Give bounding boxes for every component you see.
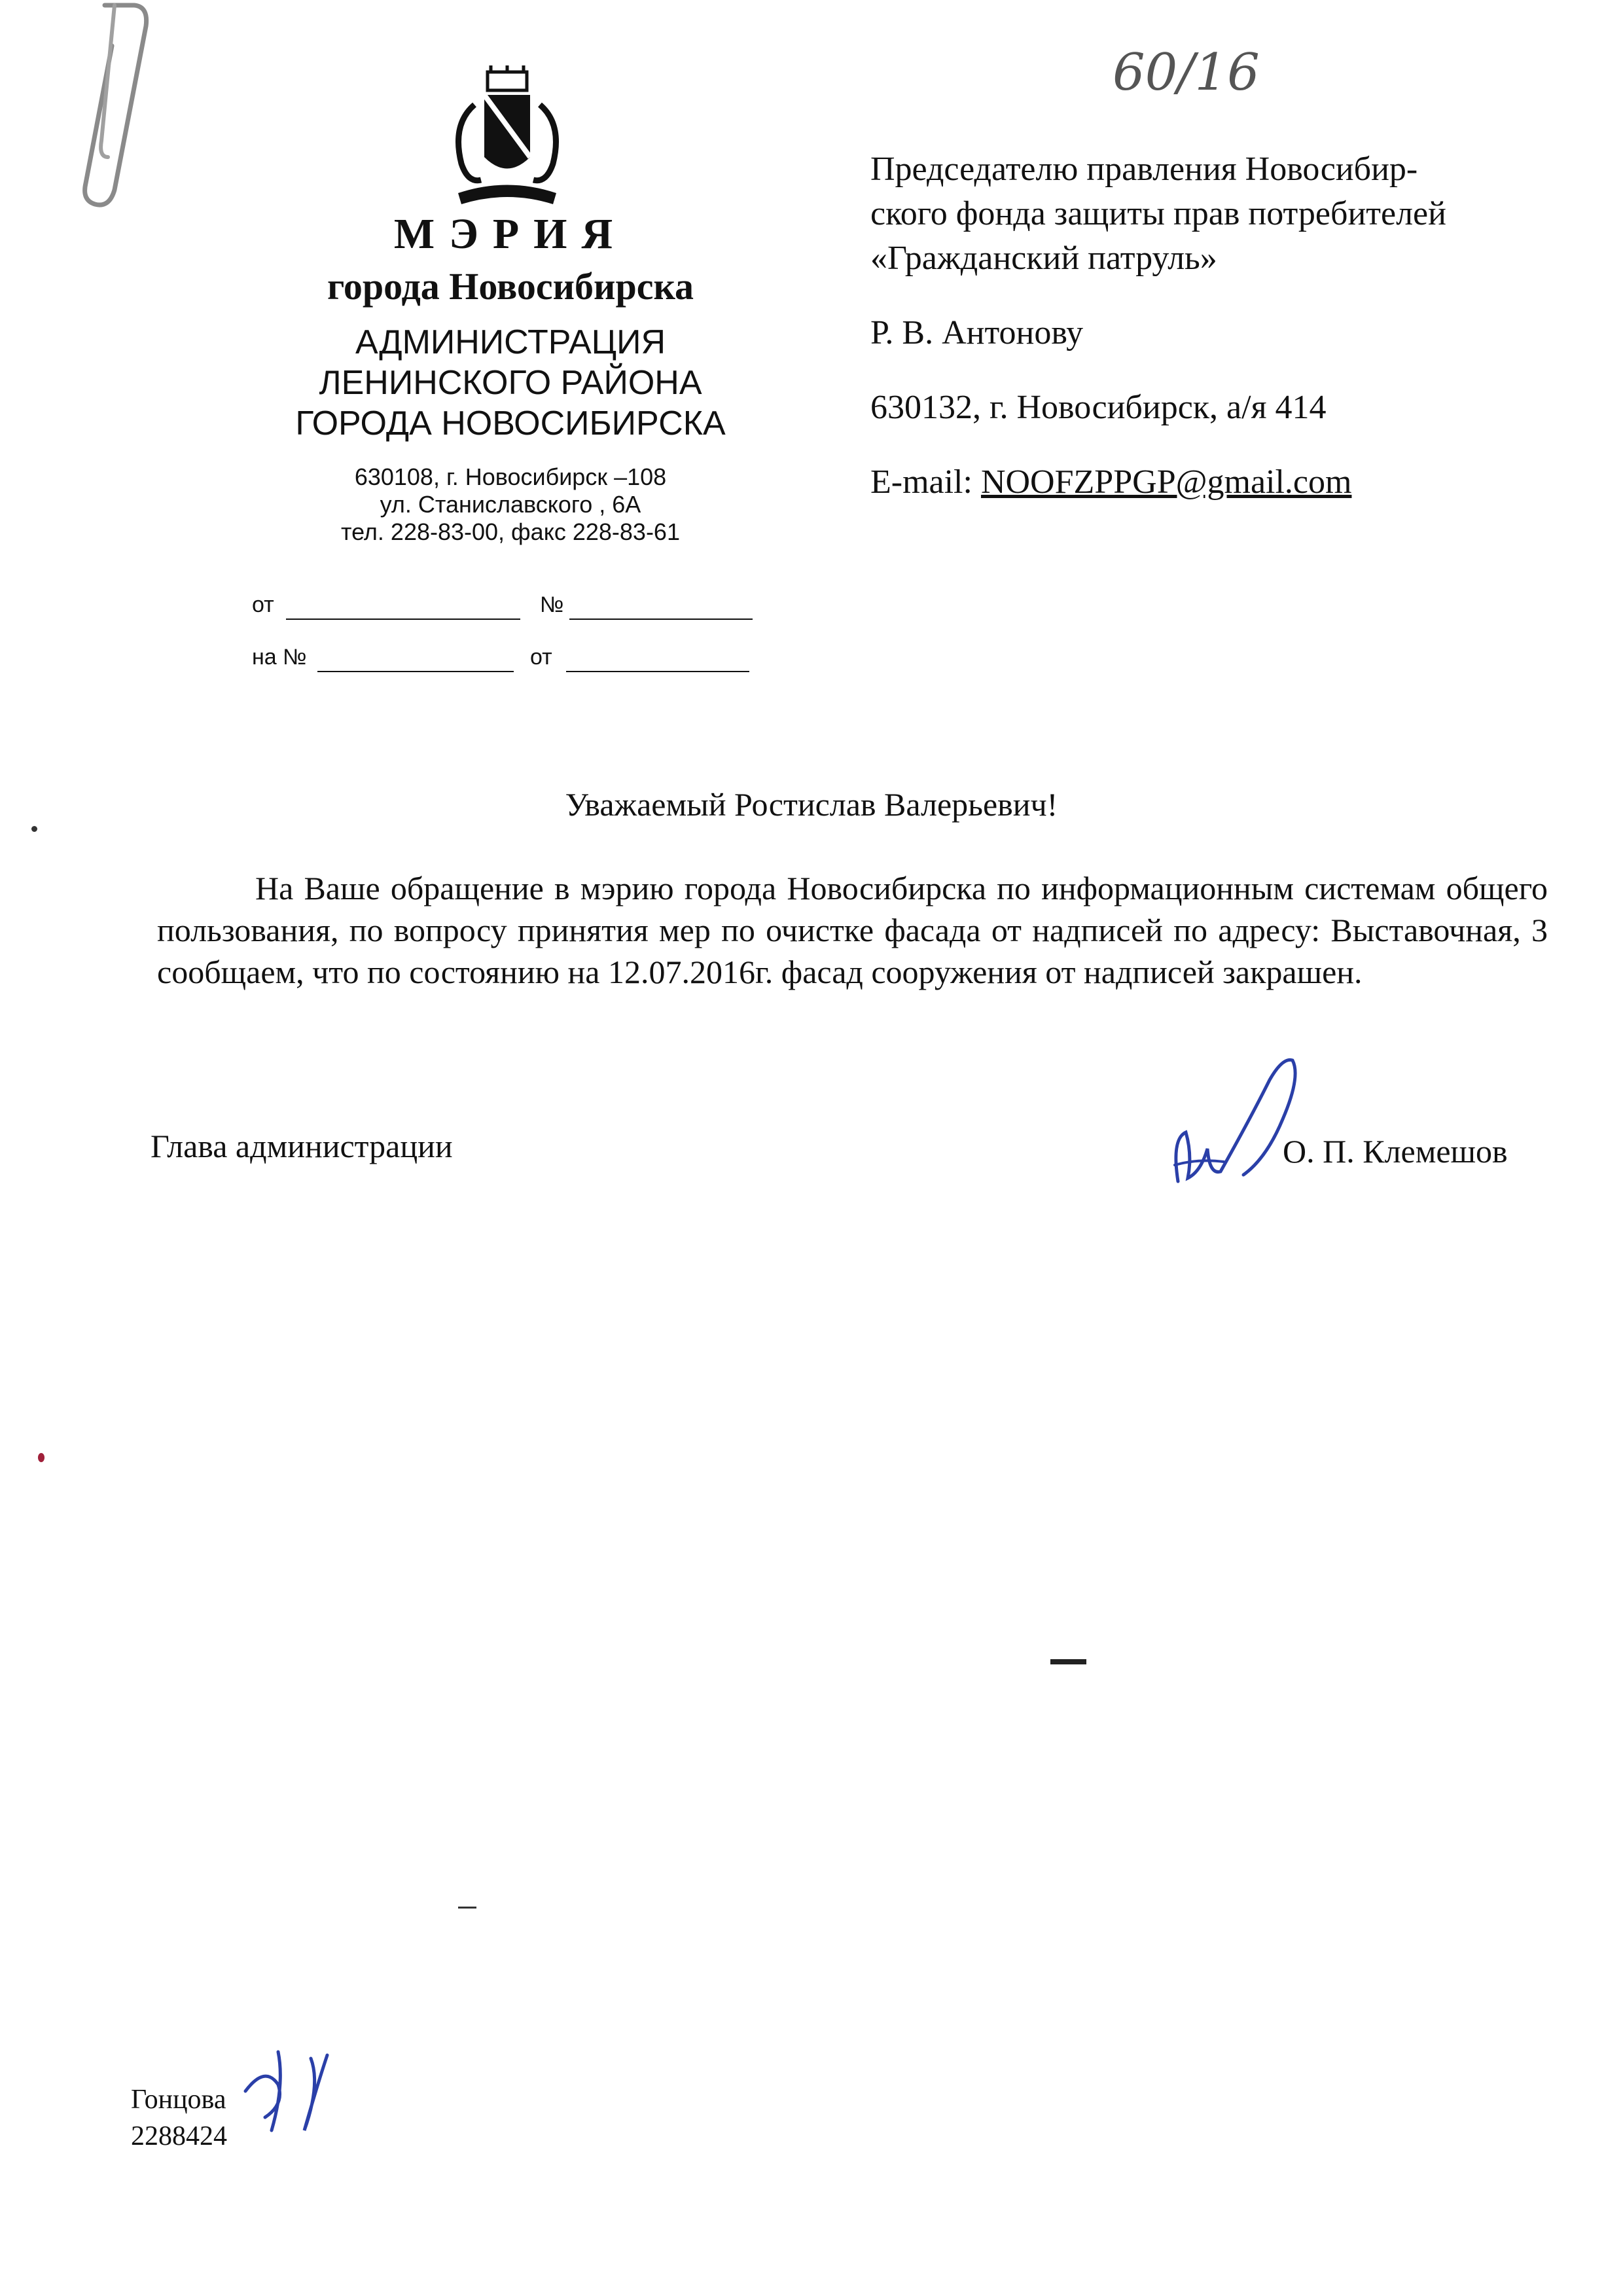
scan-speck [31,826,37,832]
outgoing-registration-line: от № [252,592,776,622]
scan-speck [1050,1659,1086,1664]
email-link[interactable]: NOOFZPPGP@gmail.com [980,463,1352,501]
date-blank [286,619,520,620]
organization-header [216,208,805,546]
organization-address: 630108, г. Новосибирск –108 ул. Станиславского , 6А тел. 228-83-00, факс 228-83-61 [341,463,680,545]
city-title: города Новосибирска [327,265,694,308]
recipient-position: Председателю правления Новосибир- ского фонда защиты прав потребителей «Гражданский патруль» [870,151,1446,277]
recipient-email: E-mail: NOOFZPPGP@gmail.com [870,463,1352,501]
signatory-title: Глава администрации [151,1128,453,1164]
recipient-name: Р. В. Антонову [870,314,1084,351]
executor-signature-mark [232,2045,363,2137]
signatory-name: О. П. Клемешов [1283,1133,1508,1170]
executor-info [131,2081,227,2155]
paperclip-image [36,0,154,216]
reply-number-blank [317,671,514,672]
reply-date-blank [566,671,749,672]
administration-title: АДМИНИСТРАЦИЯ ЛЕНИНСКОГО РАЙОНА ГОРОДА НОВОСИБИРСКА [295,323,726,442]
coat-of-arms-icon [445,65,569,209]
executor-phone: 2288424 [131,2121,227,2151]
recipient-block [870,147,1597,505]
scan-speck [458,1907,476,1909]
salutation: Уважаемый Ростислав Валерьевич! [565,786,1058,823]
handwritten-number [1113,41,1260,113]
mayor-office-title: МЭРИЯ [393,210,628,258]
letter-body: На Ваше обращение в мэрию города Новосибирска по информационным системам общего пользования, по вопросу принятия мер по очистке фасада от надписей по адресу: Выставочная, 3 сообщаем, что по состоянию на 12.07.2016г. фасад сооружения от надписей закрашен. [157,870,1548,990]
svg-text:60/16: 60/16 [1113,43,1260,102]
executor-name: Гонцова [131,2085,226,2115]
recipient-postal-address: 630132, г. Новосибирск, а/я 414 [870,389,1327,426]
scan-speck [38,1453,45,1462]
incoming-registration-line: на № от [252,645,776,674]
number-blank [569,619,753,620]
